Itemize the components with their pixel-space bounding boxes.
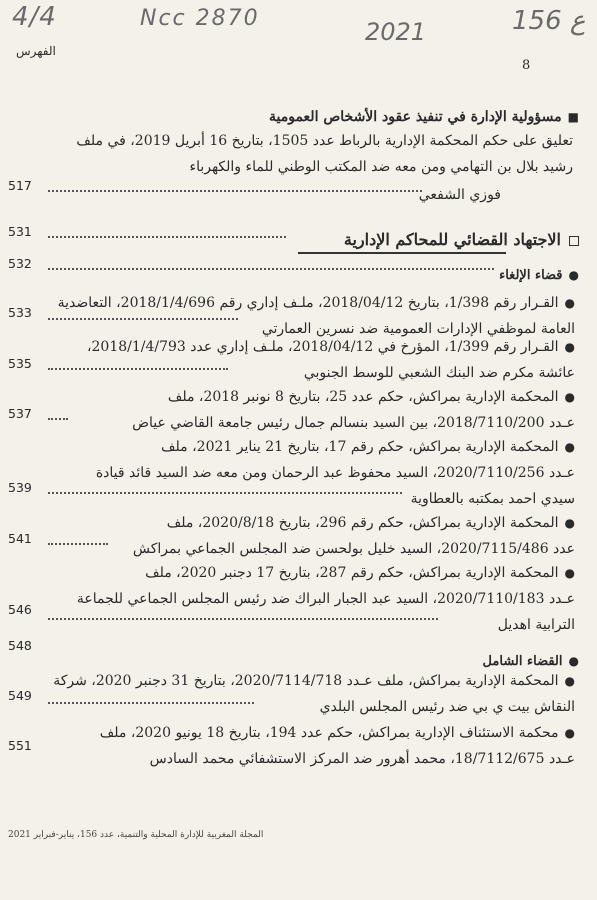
handwritten-note-top-center: Ncc 2870 bbox=[140, 6, 260, 31]
subsection-heading: ●قضاء الإلغاء bbox=[499, 268, 579, 283]
entry-author: فوزي الشفعي bbox=[418, 187, 501, 203]
bullet-icon: ● bbox=[564, 566, 575, 580]
dot-leader bbox=[48, 618, 438, 620]
section-underline bbox=[298, 252, 506, 254]
entry-title: ■مسؤولية الإدارة في تنفيذ عقود الأشخاص العمومية bbox=[269, 109, 579, 125]
page-ref: 541 bbox=[8, 531, 32, 546]
page-ref: 537 bbox=[8, 406, 32, 421]
case-entry: ●محكمة الاستئناف الإدارية بمراكش، حكم عدد 194، بتاريخ 18 يونيو 2020، ملف عـدد 18/7112/675، محمد أهرور ضد المركز الاستشفائي محمد السادس bbox=[99, 725, 575, 767]
entry-comment: تعليق على حكم المحكمة الإدارية بالرباط عدد 1505، بتاريخ 16 أبريل 2019، في ملف رشيد بلال بن التهامي ومن معه ضد المكتب الوطني للماء والكهرباء bbox=[76, 133, 573, 175]
dot-leader bbox=[48, 190, 422, 192]
page-ref: 539 bbox=[8, 480, 32, 495]
handwritten-note-top-right: 2021 bbox=[365, 18, 427, 46]
dot-leader bbox=[48, 702, 254, 704]
page-ref: 546 bbox=[8, 602, 32, 617]
page-ref: 531 bbox=[8, 224, 32, 239]
index-label: الفهرس bbox=[16, 44, 56, 58]
bullet-icon: ● bbox=[564, 674, 575, 688]
bullet-icon: ● bbox=[564, 296, 575, 310]
case-entry: ●المحكمة الإدارية بمراكش، حكم رقم 17، بتاريخ 21 يناير 2021، ملف عـدد 2020/7110/256، السيد محفوظ عبد الرحمان ومن معه ضد السيد قائد قيادة سيدي احمد بمكتبه بالعطاوية bbox=[95, 439, 575, 507]
bullet-icon: ● bbox=[564, 516, 575, 530]
page-ref: 517 bbox=[8, 178, 32, 193]
page-ref: 551 bbox=[8, 738, 32, 753]
journal-footer: المجلة المغربية للإدارة المحلية والتنمية، عدد 156، يناير-فبراير 2021 bbox=[8, 830, 264, 840]
page-ref: 535 bbox=[8, 356, 32, 371]
case-entry: ●المحكمة الإدارية بمراكش، حكم رقم 287، بتاريخ 17 دجنبر 2020، ملف عـدد 2020/7110/183، السيد عبد الجبار البراك ضد رئيس المجلس الجماعي للجماعة الترابية اهديل bbox=[76, 565, 575, 633]
bullet-icon: ● bbox=[564, 440, 575, 454]
bullet-icon: ● bbox=[568, 654, 579, 668]
page-ref: 549 bbox=[8, 688, 32, 703]
dot-leader bbox=[48, 236, 286, 238]
section-heading: الاجتهاد القضائي للمحاكم الإدارية bbox=[344, 230, 579, 249]
square-icon bbox=[569, 236, 579, 246]
bullet-icon: ● bbox=[564, 390, 575, 404]
bullet-icon: ■ bbox=[567, 110, 579, 124]
case-entry: ●المحكمة الإدارية بمراكش، حكم عدد 25، بتاريخ 8 نونبر 2018، ملف عـدد 2018/7110/200، بين السيد بنسالم جمال رئيس جامعة القاضي عياض bbox=[132, 389, 575, 431]
case-entry: ●القـرار رقم 1/398، بتاريخ 2018/04/12، ملـف إداري رقم 2018/1/4/696، التعاضدية العامة لموظفي الإدارات العمومية ضد نسرين العمارتي bbox=[57, 295, 575, 337]
page-ref: 548 bbox=[8, 638, 32, 653]
bullet-icon: ● bbox=[568, 268, 579, 282]
case-entry: ●المحكمة الإدارية بمراكش، حكم رقم 296، بتاريخ 2020/8/18، ملف عدد 2020/7115/486، السيد خليل بولحسن ضد المجلس الجماعي بمراكش bbox=[132, 515, 575, 557]
subsection-heading: ●القضاء الشامل bbox=[482, 654, 579, 669]
dot-leader bbox=[48, 268, 494, 270]
case-entry: ●القـرار رقم 1/399، المؤرخ في 2018/04/12، ملـف إداري عدد 2018/1/4/793، عائشة مكرم ضد البنك الشعبي للوسط الجنوبي bbox=[86, 339, 575, 381]
dot-leader bbox=[48, 543, 108, 545]
dot-leader bbox=[48, 492, 402, 494]
handwritten-note-top-left: 4/4 bbox=[12, 2, 57, 32]
page-ref: 533 bbox=[8, 305, 32, 320]
bullet-icon: ● bbox=[564, 340, 575, 354]
page-number: 8 bbox=[522, 58, 531, 73]
dot-leader bbox=[48, 418, 68, 420]
page-ref: 532 bbox=[8, 256, 32, 271]
handwritten-note-top-far-right: 156 ع bbox=[512, 6, 586, 36]
case-entry: ●المحكمة الإدارية بمراكش، ملف عـدد 2020/7114/718، بتاريخ 31 دجنبر 2020، شركة النقاش بيت ي بي ضد رئيس المجلس البلدي bbox=[53, 673, 575, 715]
dot-leader bbox=[48, 318, 238, 320]
bullet-icon: ● bbox=[564, 726, 575, 740]
dot-leader bbox=[48, 368, 228, 370]
